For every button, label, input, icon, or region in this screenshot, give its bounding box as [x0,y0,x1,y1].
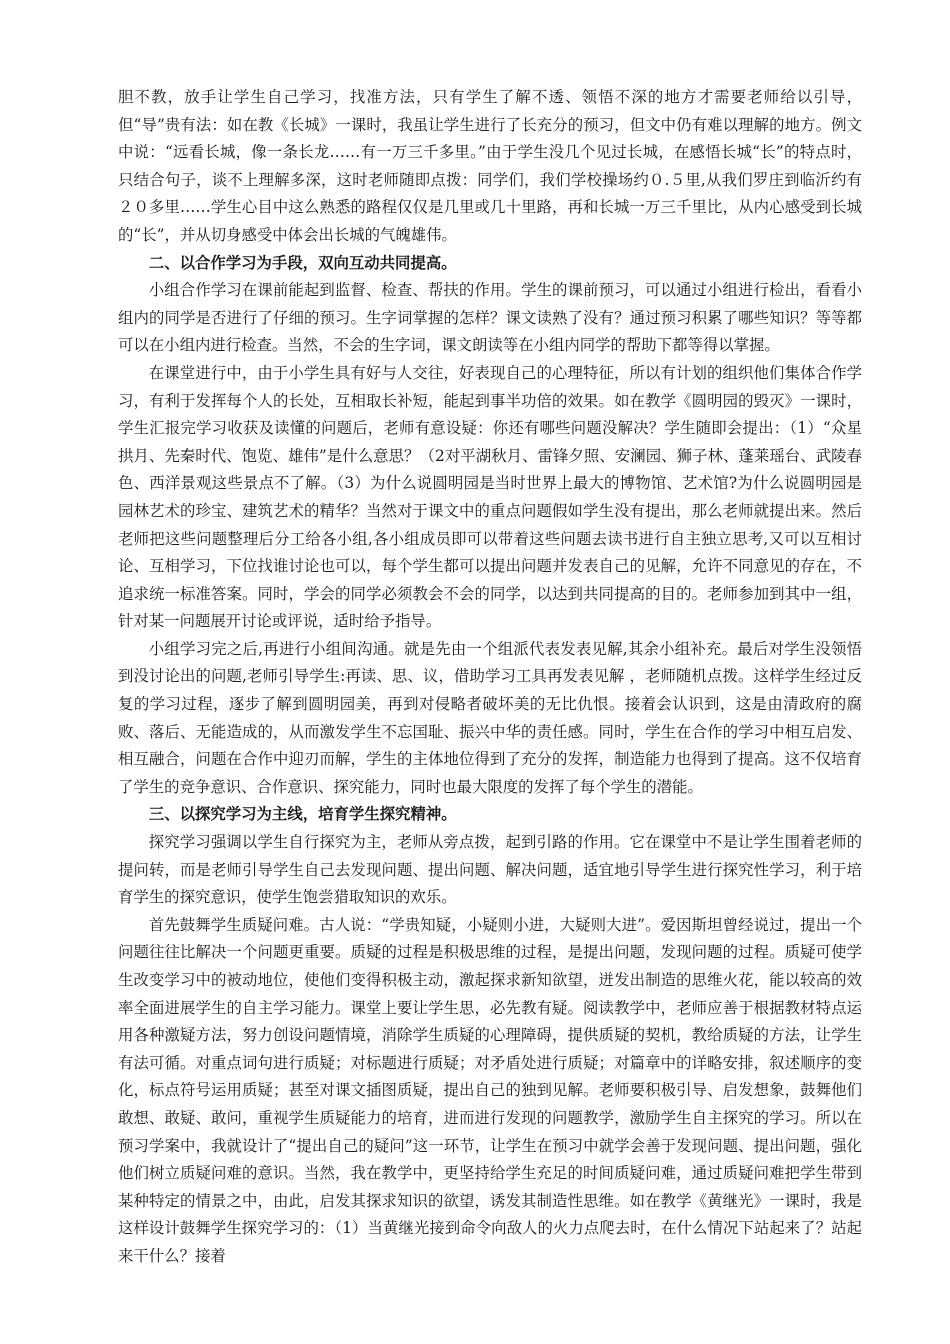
section-heading-3: 三、以探究学习为主线，培育学生探究精神。 [148,805,457,824]
section-heading-2: 二、以合作学习为手段，双向互动共同提高。 [148,253,457,272]
document-page [118,84,862,1271]
paragraph-group-check: 小组合作学习在课前能起到监督、检查、帮扶的作用。学生的课前预习，可以通过小组进行检出，看看小组内的同学是否进行了仔细的预习。生字词掌握的怎样？课文读熟了没有？通过预习积累了哪些知识？等等都可以在小组内进行检查。当然，不会的生字词，课文朗读等在小组内同学的帮助下都等得以掌握。 [118,281,862,355]
paragraph-classroom-cooperation: 在课堂进行中，由于小学生具有好与人交往，好表现自己的心理特征，所以有计划的组织他们集体合作学习，有利于发挥每个人的长处，互相取长补短，能起到事半功倍的效果。如在教学《圆明园的毁灭》一课时，学生汇报完学习收获及读懂的问题后，老师有意设疑：你还有哪些问题没解决？学生随即会提出：（1）“众星拱月、先秦时代、饱览、雄伟”是什么意思？（2对平湖秋月、雷锋夕照、安澜园、狮子林、蓬莱瑶台、武陵春色、西洋景观这些景点不了解。（3）为什么说圆明园是当时世界上最大的博物馆、艺术馆?为什么说圆明园是园林艺术的珍宝、建筑艺术的精华？当然对于课文中的重点问题假如学生没有提出，那么老师就提出来。然后老师把这些问题整理后分工给各小组,各小组成员即可以带着这些问题去读书进行自主独立思考,又可以互相讨论、互相学习，下位找谁讨论也可以，每个学生都可以提出问题并发表自己的见解，允许不同意见的存在，不追求统一标准答案。同时，学会的同学必须教会不会的同学，以达到共同提高的目的。老师参加到其中一组，针对某一问题展开讨论或评说，适时给予指导。 [118,363,862,631]
paragraph-group-communication: 小组学习完之后,再进行小组间沟通。就是先由一个组派代表发表见解,其余小组补充。最后对学生没领悟到没讨论出的问题,老师引导学生:再读、思、议，借助学习工具再发表见解 ，老师随机点拨。这样学生经过反复的学习过程，逐步了解到圆明园美，再到对侵略者破坏美的无比仇恨。接着会认识到，这是由清政府的腐败、落后、无能造成的，从而激发学生不忘国耻、振兴中华的责任感。同时，学生在合作的学习中相互启发、相互融合，问题在合作中迎刃而解，学生的主体地位得到了充分的发挥，制造能力也得到了提高。这不仅培育了学生的竞争意识、合作意识、探究能力，同时也最大限度的发挥了每个学生的潜能。 [118,639,862,796]
paragraph-questioning: 首先鼓舞学生质疑问难。古人说：“学贵知疑，小疑则小进，大疑则大进”。爱因斯坦曾经说过，提出一个问题往往比解决一个问题更重要。质疑的过程是积极思维的过程，是提出问题，发现问题的过程。质疑可使学生改变学习中的被动地位，使他们变得积极主动，激起探求新知欲望，迸发出制造的思维火花，能以较高的效率全面进展学生的自主学习能力。课堂上要让学生思，必先教有疑。阅读教学中，老师应善于根据教材特点运用各种激疑方法，努力创设问题情境，消除学生质疑的心理障碍，提供质疑的契机，教给质疑的方法，让学生有法可循。对重点词句进行质疑；对标题进行质疑；对矛盾处进行质疑；对篇章中的详略安排，叙述顺序的变化，标点符号运用质疑；甚至对课文插图质疑，提出自己的独到见解。老师要积极引导、启发想象，鼓舞他们敢想、敢疑、敢问，重视学生质疑能力的培育，进而进行发现的问题教学，激励学生自主探究的学习。所以在预习学案中，我就设计了“提出自己的疑问”这一环节，让学生在预习中就学会善于发现问题、提出问题，强化他们树立质疑问难的意识。当然，我在教学中，更坚持给学生充足的时间质疑问难，通过质疑问难把学生带到某种特定的情景之中，由此，启发其探求知识的欲望，诱发其制造性思维。如在教学《黄继光》一课时，我是这样设计鼓舞学生探究学习的：（1）当黄继光接到命令向敌人的火力点爬去时，在什么情况下站起来了？站起来干什么？接着 [118,915,862,1265]
paragraph-inquiry-learning: 探究学习强调以学生自行探究为主，老师从旁点拨，起到引路的作用。它在课堂中不是让学生围着老师的提问转，而是老师引导学生自己去发现问题、提出问题、解决问题，适宜地引导学生进行探究性学习，利于培育学生的探究意识，使学生饱尝猎取知识的欢乐。 [118,833,862,907]
paragraph-continued: 胆不教，放手让学生自己学习，找准方法，只有学生了解不透、领悟不深的地方才需要老师给以引导，但“导”贵有法：如在教《长城》一课时，我虽让学生进行了长充分的预习，但文中仍有难以理解的地方。例文中说：“远看长城，像一条长龙……有一万三千多里。”由于学生没几个见过长城，在感悟长城“长”的特点时，只结合句子，谈不上理解多深，这时老师随即点拨：同学们，我们学校操场约０.５里,从我们罗庄到临沂约有２０多里……学生心目中这么熟悉的路程仅仅是几里或几十里路，再和长城一万三千里比，从内心感受到长城的“长”，并从切身感受中体会出长城的气魄雄伟。 [118,88,862,244]
